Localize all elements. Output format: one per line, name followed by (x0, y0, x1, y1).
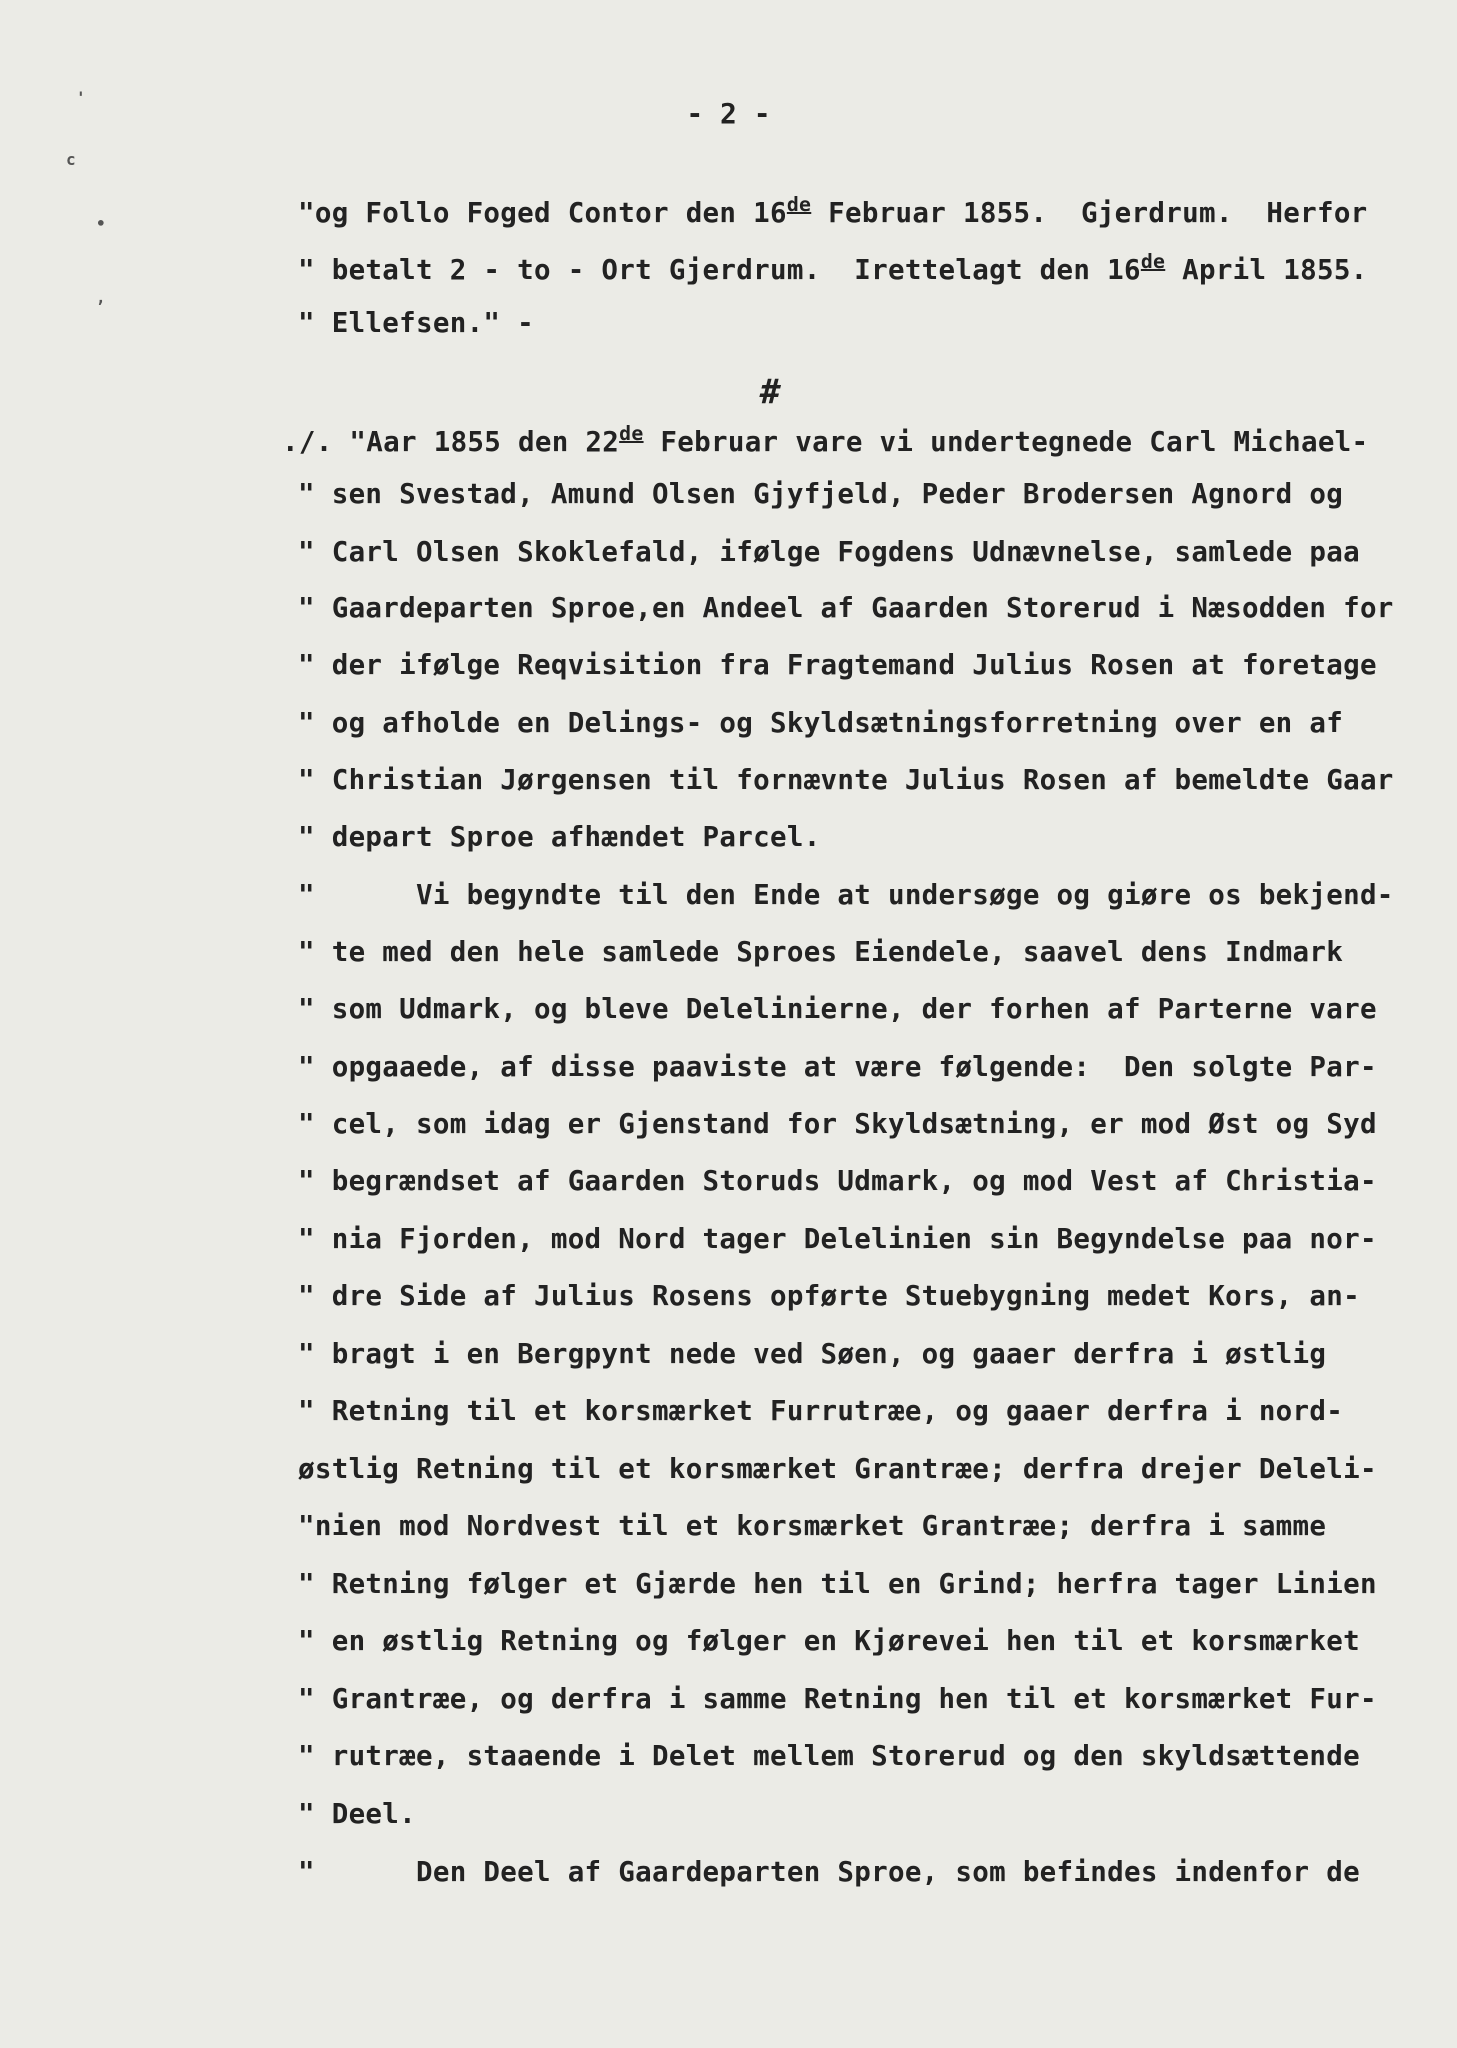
page-number: - 2 - (686, 97, 771, 130)
superscript: de (619, 422, 644, 445)
text-line (298, 993, 1448, 1025)
text-line (298, 1683, 1448, 1715)
text-run: østlig Retning til et korsmærket Grantræe; derfra drejer Deleli- (298, 1453, 1377, 1485)
text-run: " Carl Olsen Skoklefald, ifølge Fogdens Udnævnelse, samlede paa (298, 536, 1360, 568)
text-run: " Retning følger et Gjærde hen til en Grind; herfra tager Linien (298, 1568, 1377, 1600)
text-run: " og afholde en Delings- og Skyldsætningsforretning over en af (298, 707, 1344, 739)
text-run: " dre Side af Julius Rosens opførte Stuebygning medet Kors, an- (298, 1280, 1360, 1312)
text-line (298, 764, 1448, 796)
text-line (282, 422, 1432, 458)
text-run: " Grantræe, og derfra i samme Retning hen til et korsmærket Fur- (298, 1683, 1377, 1715)
text-line (298, 307, 1448, 339)
superscript: de (786, 193, 812, 216)
text-line (298, 1223, 1448, 1255)
text-line (298, 1338, 1448, 1370)
margin-mark: ' (76, 88, 86, 107)
text-line (298, 1108, 1448, 1140)
text-line (298, 193, 1448, 229)
text-run: " bragt i en Bergpynt nede ved Søen, og gaaer derfra i østlig (298, 1338, 1327, 1370)
text-run: "nien mod Nordvest til et korsmærket Grantræe; derfra i samme (298, 1510, 1327, 1542)
text-line (298, 821, 1448, 853)
text-run: " te med den hele samlede Sproes Eiendele, saavel dens Indmark (298, 936, 1344, 968)
text-line (298, 592, 1448, 624)
text-run: " begrændset af Gaarden Storuds Udmark, og mod Vest af Christia- (298, 1165, 1377, 1197)
section-separator: # (760, 372, 781, 412)
text-run: " Deel. (298, 1798, 416, 1830)
text-line (298, 1568, 1448, 1600)
text-run: " cel, som idag er Gjenstand for Skyldsætning, er mod Øst og Syd (298, 1108, 1377, 1140)
text-run: " depart Sproe afhændet Parcel. (298, 821, 821, 853)
text-run: "og Follo Foged Contor den 16 (298, 196, 787, 229)
superscript: de (1140, 250, 1166, 273)
text-line (298, 1395, 1448, 1427)
text-run: " Vi begyndte til den Ende at undersøge og giøre os bekjend- (298, 879, 1394, 911)
text-run: ./. "Aar 1855 den 22 (282, 425, 620, 458)
text-run: " Ellefsen." - (298, 307, 534, 339)
text-line (298, 936, 1448, 968)
text-run: " der ifølge Reqvisition fra Fragtemand Julius Rosen at foretage (298, 649, 1377, 681)
text-line (298, 536, 1448, 568)
text-line (298, 1625, 1448, 1657)
text-line (298, 707, 1448, 739)
text-line (298, 1740, 1448, 1772)
text-run: " rutræe, staaende i Delet mellem Storerud og den skyldsættende (298, 1740, 1360, 1772)
text-run: " Gaardeparten Sproe,en Andeel af Gaarden Storerud i Næsodden for (298, 592, 1394, 624)
text-line (298, 1051, 1448, 1083)
text-run: " nia Fjorden, mod Nord tager Delelinien sin Begyndelse paa nor- (298, 1223, 1377, 1255)
text-line (298, 1280, 1448, 1312)
text-line (298, 649, 1448, 681)
text-line (298, 1453, 1448, 1485)
text-line (298, 1165, 1448, 1197)
text-run: " betalt 2 - to - Ort Gjerdrum. Irettelagt den 16 (298, 253, 1141, 286)
text-run: Februar 1855. Gjerdrum. Herfor (811, 196, 1368, 229)
text-run: Februar vare vi undertegnede Carl Michael- (643, 425, 1369, 458)
text-run: " sen Svestad, Amund Olsen Gjyfjeld, Peder Brodersen Agnord og (298, 478, 1344, 510)
margin-mark: • (96, 214, 106, 233)
margin-mark: , (96, 288, 106, 307)
text-run: " opgaaede, af disse paaviste at være følgende: Den solgte Par- (298, 1051, 1377, 1083)
text-run: " Den Deel af Gaardeparten Sproe, som befindes indenfor de (298, 1856, 1360, 1888)
text-run: April 1855. (1165, 253, 1368, 286)
text-run: " som Udmark, og bleve Delelinierne, der forhen af Parterne vare (298, 993, 1377, 1025)
text-line (298, 478, 1448, 510)
margin-mark: c (66, 150, 76, 169)
text-line (298, 1798, 1448, 1830)
text-line (298, 1510, 1448, 1542)
text-line (298, 879, 1448, 911)
text-run: " en østlig Retning og følger en Kjørevei hen til et korsmærket (298, 1625, 1360, 1657)
text-run: " Christian Jørgensen til fornævnte Julius Rosen af bemeldte Gaar (298, 764, 1394, 796)
text-run: " Retning til et korsmærket Furrutræe, og gaaer derfra i nord- (298, 1395, 1344, 1427)
text-line (298, 250, 1448, 286)
text-line (298, 1856, 1448, 1888)
